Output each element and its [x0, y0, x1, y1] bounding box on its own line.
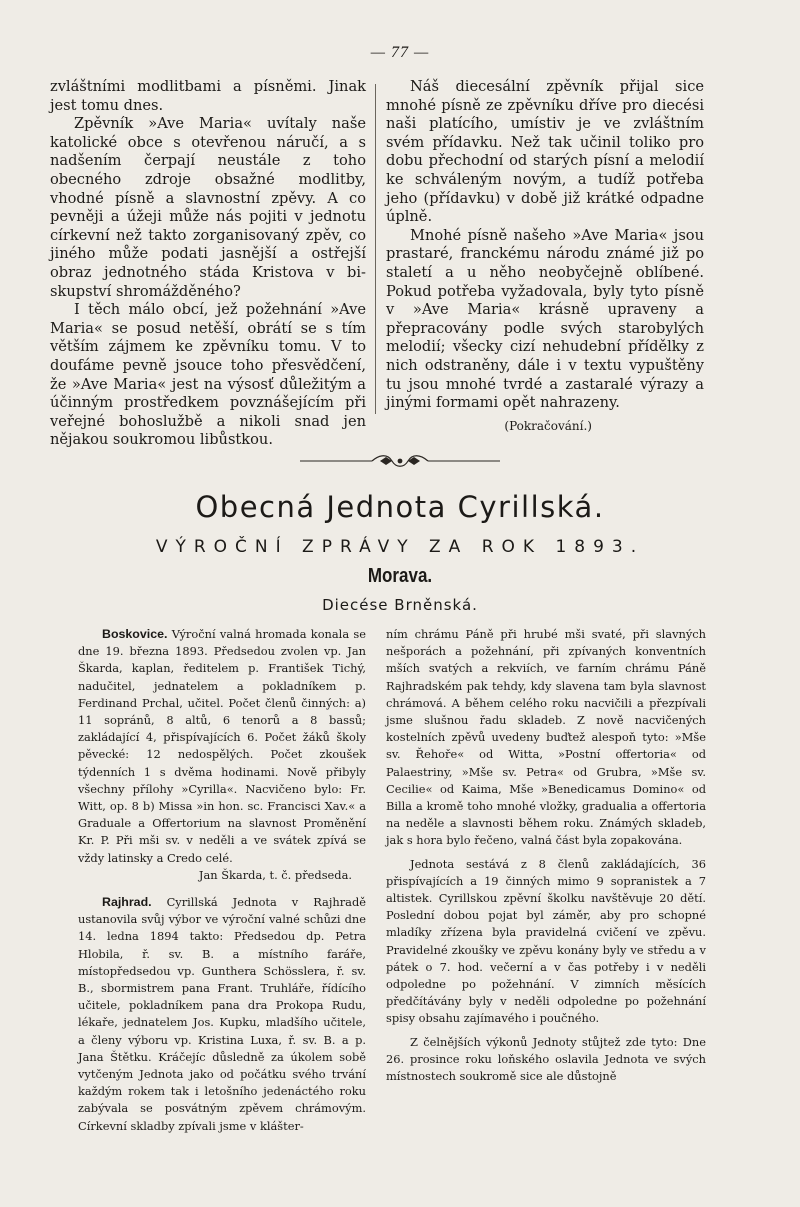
- paragraph: zvláštními modlitbami a písněmi. Jinak jest tomu dnes.: [50, 78, 366, 114]
- report-rajhrad: [78, 894, 366, 1135]
- section-subtitle: VÝROČNÍ ZPRÁVY ZA ROK 1893.: [155, 537, 645, 557]
- column-divider: [375, 84, 376, 414]
- paragraph: Z čelnějších výkonů Jednoty stůjtež zde tyto: Dne 26. prosince roku loňského oslavila Jednota ve svých místnostech soukromě sice ale důstojně: [386, 1034, 706, 1084]
- continued-note: (Pokračování.): [504, 418, 592, 433]
- page-number: — 77 —: [370, 44, 430, 61]
- paragraph: Náš diecesální zpěvník přijal sice mnohé písně ze zpěvníku dříve pro diecési naši platícího, umístiv je ve zvláštním svém přídavku. Než tak učinil toliko pro dobu přechodní od starých písní a melodií ke schváleným novým, a tudíž potřeba jeho (přídavku) v době již krátké odpadne úplně.: [386, 78, 704, 226]
- paragraph: Jednota sestává z 8 členů zakládajících, 36 přispívajících a 19 činných mimo 9 sopranistek a 7 altistek. Cyrillskou zpěvní školku navštěvuje 20 dětí. Poslední dobou pojat byl záměr, aby pro schopné mladíky zřízena byla pravidelná cvičení ve zpěvu. Pravidelné zkoušky ve zpěvu konány byly ve středu a v pátek o 7. hod. večerní a v čas potřeby i v neděli odpoledne po požehnání. V zimních měsících předčítávány byly v neděli odpoledne po požehnání spisy obsahu zajímavého i poučného.: [386, 856, 706, 1026]
- report-place: Boskovice.: [102, 627, 168, 641]
- signature: Jan Škarda, t. č. předseda.: [198, 867, 352, 882]
- report-boskovice: [78, 626, 366, 867]
- diocese-heading: Diecése Brněnská.: [322, 596, 478, 614]
- top-right-column: [386, 78, 704, 435]
- ornament-divider-icon: [300, 452, 500, 470]
- bottom-left-column: [78, 626, 366, 1135]
- report-place: Rajhrad.: [102, 895, 152, 910]
- region-heading: Morava.: [367, 565, 433, 587]
- paragraph: Zpěvník »Ave Maria« uvítaly naše katolické obce s otevřenou náručí, a s nadšením čerpají neustále z toho obecného zdroje obsažné modlitby, vhodné písně a slavnostní zpěvy. A co pevněji a úžeji může nás pojiti v jednotu církevní než takto zorganisovaný zpěv, co jiného může podati jasnější a ostřejší obraz jednotného stáda Kristova v bi-skupství shromážděného?: [50, 115, 366, 300]
- paragraph: ním chrámu Páně při hrubé mši svaté, při slavných nešporách a požehnání, při zpívaných konventních mších svatých a rekviích, ve farním chrámu Páně Rajhradském pak tehdy, kdy slavena tam byla slavnost chrámová. A během celého roku nacvičili a přezpívali jsme slušnou řadu skladeb. Z nově nacvičených kostelních zpěvů uvedeny buďtež alespoň tyto: »Mše sv. Řehoře« od Witta, »Postní offertoria« od Palaestriny, »Mše sv. Petra« od Grubra, »Mše sv. Cecilie« od Kaima, Mše »Benedicamus Domino« od Billa a kromě toho mnohé vložky, gradualia a offertoria na neděle a slavnosti během roku. Známých skladeb, jak s hora bylo řečeno, valná část byla zopakována.: [386, 627, 706, 848]
- top-left-column: [50, 78, 366, 450]
- section-title: Obecná Jednota Cyrillská.: [195, 490, 605, 524]
- report-text: Výroční valná hromada konala se dne 19. března 1893. Předsedou zvolen vp. Jan Škarda, kaplan, ředitelem p. František Tichý, nadučitel, jednatelem a pokladníkem p. Ferdinand Prchal, učitel. Počet členů činných: a) 11 sopránů, 8 altů, 6 tenorů a 8 bassů; zakládající 4, přispívajících 6. Počet žáků školy pěvecké: 12 nedospělých. Počet zkoušek týdenních 1 s dvěma hodinami. Nově přibyly všechny přílohy »Cyrilla«. Nacvičeno bylo: Fr. Witt, op. 8 b) Missa »in hon. sc. Francisci Xav.« a Graduale a Offertorium na slavnost Proměnění Kr. P. Při mši sv. v neděli a ve svátek zpívá se vždy latinsky a Credo celé.: [78, 627, 366, 865]
- paragraph: I těch málo obcí, jež požehnání »Ave Maria« se posud netěší, obrátí se s tím větším zájmem ke zpěvníku tomu. V to doufáme pevně jsouce toho přesvědčení, že »Ave Maria« jest na výsosť důležitým a účinným prostředkem povznášejícím při veřejné bohoslužbě a nikoli snad jen nějakou soukromou libůstkou.: [50, 301, 366, 449]
- paragraph: Mnohé písně našeho »Ave Maria« jsou prastaré, franckému národu známé již po staletí a u něho neobyčejně oblíbené. Pokud potřeba vyžadovala, byly tyto písně v »Ave Maria« krásně upraveny a přepracovány podle svých starobylých melodií; všecky cizí nehudební přídělky z nich odstraněny, dále i v textu vypuštěny tu jsou mnohé tvrdé a zastaralé výrazy a jinými formami opět nahrazeny.: [386, 226, 704, 412]
- report-text: Cyrillská Jednota v Rajhradě ustanovila svůj výbor ve výroční valné schůzi dne 14. ledna 1894 takto: Předsedou dp. Petra Hlobila, ř. sv. B. a místního faráře, místopředsedou vp. Gunthera Schösslera, ř. sv. B., sbormistrem pana Frant. Truhláře, řídícího učitele, pokladníkem pana dra Prokopa Rudu, lékaře, jednatelem Jos. Kupku, mladšího učitele, a členy výboru vp. Kristina Luxa, ř. sv. B. a p. Jana Štětku. Kráčejíc důsledně za úkolem sobě vytčeným Jednota jako od počátku svého trvání každým rokem tak i letošního jedenáctého roku zabývala se posvátným zpěvem chrámovým. Církevní skladby zpívali jsme v klášter-: [78, 895, 366, 1133]
- bottom-right-column: [386, 626, 706, 1085]
